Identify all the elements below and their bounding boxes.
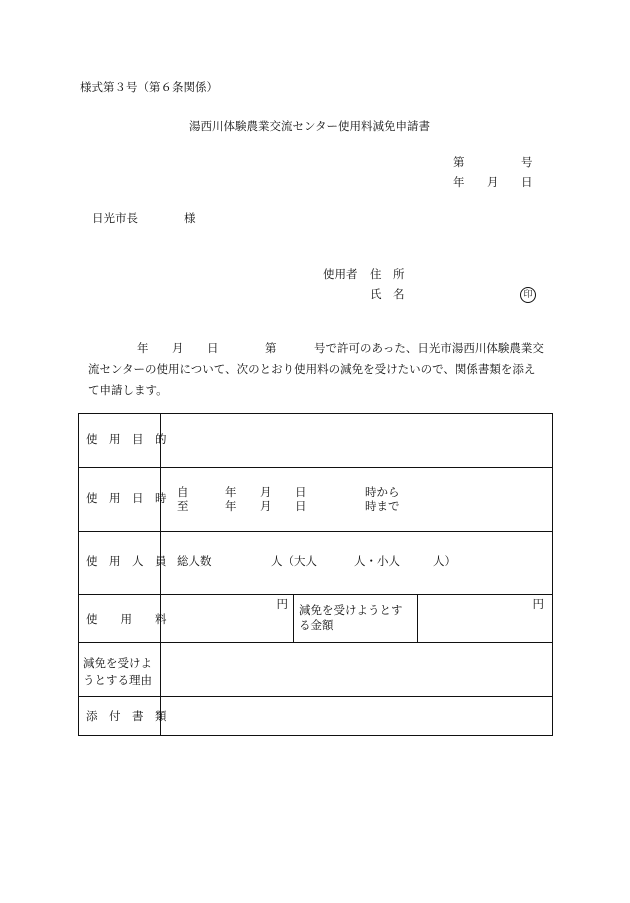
- from-marker: 自: [177, 485, 189, 499]
- datetime-field[interactable]: [162, 469, 550, 530]
- from-year: 年: [225, 485, 237, 499]
- doc-number-go: 号: [521, 155, 533, 169]
- applicant-address-label: 住 所: [370, 267, 405, 281]
- attachments-field[interactable]: [162, 698, 550, 734]
- reason-field[interactable]: [162, 644, 550, 695]
- reduce-yen-unit: 円: [532, 597, 544, 611]
- form-number: 様式第３号（第６条関係）: [80, 80, 218, 94]
- from-day: 日: [295, 485, 307, 499]
- people-field[interactable]: [162, 533, 550, 593]
- applicant-user-label: 使用者: [323, 267, 358, 281]
- to-hour: 時まで: [365, 499, 400, 513]
- purpose-field[interactable]: [162, 415, 550, 466]
- people-adult-label: 人（大人: [271, 554, 317, 568]
- to-year: 年: [225, 499, 237, 513]
- people-end-label: 人）: [433, 554, 456, 568]
- doc-number-dai: 第: [453, 155, 465, 169]
- fee-label: 使 用 料: [86, 612, 167, 626]
- to-month: 月: [260, 499, 272, 513]
- reduce-amount-field[interactable]: [419, 596, 550, 641]
- reduce-amount-label-1: 減免を受けようとす: [299, 603, 403, 617]
- reason-label-1: 減免を受けよ: [83, 656, 152, 670]
- date-year: 年: [453, 175, 465, 189]
- reason-label: [83, 655, 152, 689]
- people-label: 使 用 人 員: [86, 554, 167, 568]
- body-month: 月: [172, 341, 184, 355]
- body-line1-text: 号で許可のあった、日光市湯西川体験農業交: [314, 341, 544, 355]
- reason-label-2: うとする理由: [83, 673, 152, 687]
- applicant-name-label: 氏 名: [370, 287, 405, 301]
- document-title: 湯西川体験農業交流センター使用料減免申請書: [189, 119, 431, 133]
- to-day: 日: [295, 499, 307, 513]
- attachments-label: 添 付 書 類: [86, 709, 167, 723]
- body-day: 日: [207, 341, 219, 355]
- application-table: [78, 413, 553, 736]
- reduce-amount-label: [299, 603, 403, 633]
- addressee-honorific: 様: [184, 211, 196, 225]
- from-hour: 時から: [365, 485, 400, 499]
- request-line-2: 流センターの使用について、次のとおり使用料の減免を受けたいので、関係書類を添え: [88, 362, 536, 376]
- reduce-amount-label-2: る金額: [299, 618, 334, 632]
- datetime-label: 使 用 日 時: [86, 491, 167, 505]
- body-dai: 第: [265, 341, 277, 355]
- fee-field[interactable]: [162, 596, 292, 641]
- from-month: 月: [260, 485, 272, 499]
- people-total-label: 総人数: [177, 554, 212, 568]
- to-marker: 至: [177, 499, 189, 513]
- request-line-3: て申請します。: [88, 383, 168, 397]
- fee-yen-unit: 円: [276, 597, 288, 611]
- purpose-label: 使 用 目 的: [86, 432, 167, 446]
- date-day: 日: [521, 175, 533, 189]
- seal-mark: 印: [520, 287, 536, 303]
- date-month: 月: [487, 175, 499, 189]
- addressee-name: 日光市長: [92, 211, 138, 225]
- body-year: 年: [137, 341, 149, 355]
- people-child-label: 人・小人: [354, 554, 400, 568]
